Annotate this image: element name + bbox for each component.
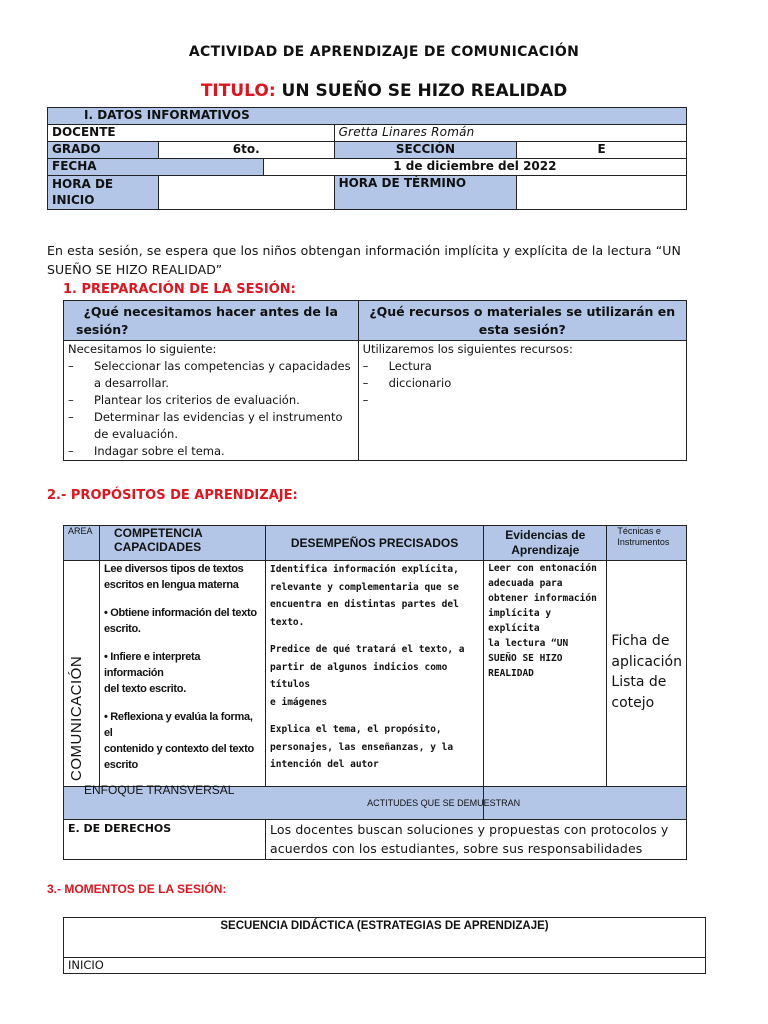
capacidad-1-line-2: escrito. (103, 623, 141, 635)
h-evid-line-2: Aprendizaje (511, 543, 580, 557)
datos-informativos-table (47, 107, 687, 210)
capacidad-3-line-2: contenido y contexto del texto (103, 743, 254, 755)
header-area: AREA (64, 526, 100, 561)
needs-list (68, 358, 354, 460)
hora-inicio-line-1: HORA DE (52, 177, 114, 191)
resources-list (363, 358, 682, 392)
momentos-table (63, 917, 706, 974)
competencia-cell (99, 561, 265, 787)
propositos-heading: 2.- PROPÓSITOS DE APRENDIZAJE: (47, 488, 298, 503)
actitudes-label (367, 787, 687, 820)
momentos-heading: 3.- MOMENTOS DE LA SESIÓN: (47, 882, 227, 896)
actitud-line-1: Los docentes buscan soluciones y propuestas con protocolos y (270, 822, 669, 837)
list-item: – Plantear los criterios de evaluación. (68, 392, 354, 409)
preparacion-header-2 (358, 301, 686, 341)
hora-termino-value (517, 176, 687, 210)
desempeno-1-line-4: texto. (270, 616, 305, 628)
document-title: ACTIVIDAD DE APRENDIZAJE DE COMUNICACIÓN (188, 44, 580, 60)
intro-paragraph (47, 241, 681, 279)
prep-h1-line-1: ¿Qué necesitamos hacer antes de la (83, 304, 338, 319)
actitud-line-2: acuerdos con los estudiantes, sobre sus responsabilidades (270, 841, 643, 856)
competencia-line-1: Lee diversos tipos de textos (103, 563, 244, 575)
instrumento-line-4: cotejo (611, 694, 655, 711)
intro-line-1: En esta sesión, se espera que los niños obtengan información implícita y explícita de la lectura “UN (47, 243, 681, 258)
actitudes-value (266, 820, 687, 860)
seccion-label: SECCIÓN (334, 142, 517, 159)
hora-inicio-label (48, 176, 159, 210)
desempenos-cell (266, 561, 484, 787)
session-title (0, 81, 768, 101)
header-tecnicas (607, 526, 687, 561)
h-comp-line-2: CAPACIDADES (113, 540, 202, 554)
evidencia-line-6: SUEÑO SE HIZO (488, 653, 563, 664)
preparacion-table (63, 300, 687, 461)
evidencias-cell (484, 561, 607, 787)
evidencia-line-7: REALIDAD (488, 668, 534, 679)
instrumento-line-1: Ficha de (611, 633, 670, 649)
evidencia-line-5: la lectura “UN (488, 638, 569, 649)
titulo-label: TITULO: (200, 81, 276, 101)
list-item: – Indagar sobre el tema. (68, 443, 354, 460)
docente-label: DOCENTE (48, 125, 335, 142)
fecha-label: FECHA (48, 159, 264, 176)
desempeno-3-line-3: intención del autor (270, 759, 379, 770)
seccion-value: E (517, 142, 687, 159)
desempeno-3-line-2: personajes, las enseñanzas, y la (270, 741, 454, 753)
grado-label: GRADO (48, 142, 159, 159)
preparacion-resources-cell (358, 341, 686, 461)
instrumento-line-3: Lista de (611, 674, 667, 690)
header-desempenos: DESEMPEÑOS PRECISADOS (266, 526, 484, 561)
list-item: – Determinar las evidencias y el instrumento (68, 409, 354, 426)
list-item: – diccionario (363, 375, 682, 392)
preparacion-header-1 (64, 301, 359, 341)
grado-value: 6to. (158, 142, 334, 159)
preparacion-heading: 1. PREPARACIÓN DE LA SESIÓN: (63, 282, 296, 297)
enfoque-label-text: ENFOQUE TRANSVERSAL (84, 783, 235, 797)
hora-inicio-line-2: INICIO (52, 193, 95, 207)
inicio-row: INICIO (64, 958, 706, 974)
evidencia-line-2: adecuada para (488, 578, 563, 589)
competencia-line-2: escritos en lengua materna (103, 579, 239, 591)
desempeno-2-line-3: e imágenes (270, 696, 328, 708)
capacidad-3-line-1: • Reflexiona y evalúa la forma, el (103, 711, 253, 739)
h-tec-line-1: Técnicas e (617, 526, 661, 536)
docente-value: Gretta Linares Román (334, 125, 686, 142)
hora-inicio-value (158, 176, 334, 210)
secuencia-header: SECUENCIA DIDÁCTICA (ESTRATEGIAS DE APRENDIZAJE) (64, 918, 706, 958)
prep-h2-line-1: ¿Qué recursos o materiales se utilizarán en (369, 304, 676, 319)
h-comp-line-1: COMPETENCIA (113, 526, 203, 540)
desempeno-1-line-2: relevante y complementaria que se (270, 581, 459, 593)
capacidad-3-line-3: escrito (103, 759, 138, 771)
h-evid-line-1: Evidencias de (505, 528, 586, 542)
evidencia-line-4: implícita y explícita (488, 608, 552, 634)
evidencia-line-1: Leer con entonación (488, 563, 597, 574)
capacidad-1-line-1: • Obtiene información del texto (103, 607, 257, 619)
list-item: – Seleccionar las competencias y capacidades (68, 358, 354, 375)
resources-intro: Utilizaremos los siguientes recursos: (362, 342, 573, 356)
list-item-text: de evaluación. (94, 427, 178, 441)
prep-h2-line-2: esta sesión? (478, 322, 566, 337)
preparacion-needs-cell (64, 341, 359, 461)
list-item: – Lectura (363, 358, 682, 375)
header-evidencias (484, 526, 607, 561)
area-value: COMUNICACIÓN (68, 655, 85, 781)
instrumentos-cell (607, 561, 687, 787)
instrumento-line-2: aplicación (611, 653, 682, 670)
desempeno-2-line-2: partir de algunos indicios como títulos (270, 661, 448, 690)
titulo-value: UN SUEÑO SE HIZO REALIDAD (281, 81, 568, 101)
desempeno-1-line-3: encuentra en distintas partes del (270, 599, 459, 610)
section-title: I. DATOS INFORMATIVOS (48, 108, 687, 125)
desempeno-3-line-1: Explica el tema, el propósito, (270, 724, 442, 735)
desempeno-2-line-1: Predice de qué tratará el texto, a (270, 644, 465, 655)
actitudes-label-text: ACTITUDES QUE SE DEMUESTRAN (367, 798, 521, 808)
enfoque-value: E. DE DERECHOS (64, 820, 266, 860)
list-item-continuation (68, 375, 354, 392)
needs-intro: Necesitamos lo siguiente: (68, 342, 217, 356)
evidencia-line-3: obtener información (488, 593, 597, 604)
propositos-table (63, 525, 687, 860)
capacidad-2-line-1: • Infiere e interpreta información (103, 651, 201, 679)
intro-line-2: SUEÑO SE HIZO REALIDAD” (47, 262, 223, 277)
fecha-value: 1 de diciembre del 2022 (263, 159, 686, 176)
h-tec-line-2: Instrumentos (617, 537, 670, 547)
capacidad-2-line-2: del texto escrito. (103, 683, 186, 695)
list-item-text: a desarrollar. (94, 376, 169, 390)
area-cell (64, 561, 100, 787)
header-competencia (99, 526, 265, 561)
prep-h1-line-2: sesión? (76, 322, 129, 337)
hora-termino-label: HORA DE TÉRMINO (334, 176, 517, 210)
desempeno-1-line-1: Identifica información explícita, (270, 564, 459, 575)
list-item-continuation (68, 426, 354, 443)
